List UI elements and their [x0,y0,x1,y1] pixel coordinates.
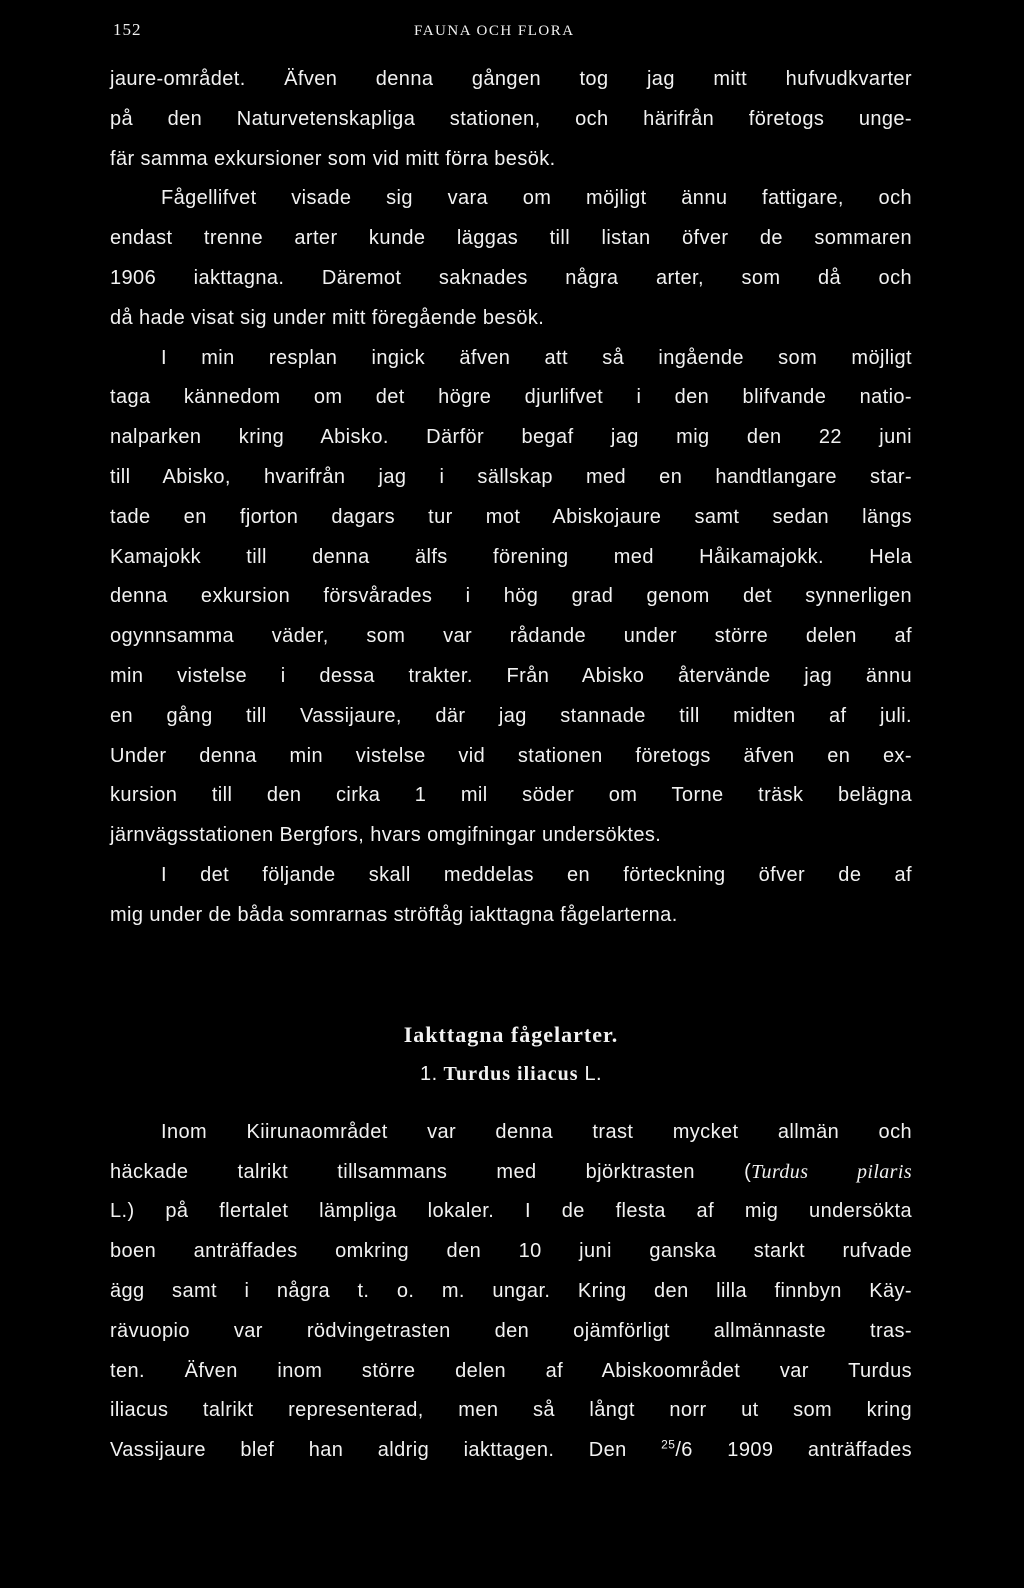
text-line [110,1431,912,1471]
date-fraction: /6 [675,1439,693,1462]
text-line: ägg samt i några t. o. m. ungar. Kring den lilla finnbyn Käy- [110,1279,912,1302]
text-line: ten. Äfven inom större delen af Abiskoområdet var Turdus [110,1359,912,1382]
text-line: iliacus talrikt representerad, men så långt norr ut som kring [110,1399,912,1422]
species-latin-name: Turdus iliacus [443,1062,579,1085]
text-line: fär samma exkursioner som vid mitt förra besök. [110,147,556,170]
spacer [110,936,912,976]
text-line: min vistelse i dessa trakter. Från Abisko återvände jag ännu [110,664,912,687]
text-line: I min resplan ingick äfven att så ingående som möjligt [161,346,912,369]
text-line: tade en fjorton dagars tur mot Abiskojaure samt sedan längs [110,505,912,528]
text-line: jaure-området. Äfven denna gången tog jag mitt hufvudkvarter [110,68,912,90]
text-line: Kamajokk till denna älfs förening med Håikamajokk. Hela [110,545,912,568]
text-line: taga kännedom om det högre djurlifvet i den blifvande natio- [110,386,912,409]
text-line: nalparken kring Abisko. Därför begaf jag mig den 22 juni [110,426,912,449]
text-line: ogynnsamma väder, som var rådande under större delen af [110,625,912,648]
running-title: FAUNA OCH FLORA [414,23,575,39]
species-number: 1. [420,1062,438,1085]
text-line: rävuopio var rödvingetrasten den ojämförligt allmännaste tras- [110,1319,912,1342]
page-number: 152 [113,20,142,39]
text-line: I det följande skall meddelas en förteckning öfver de af [161,863,912,886]
text-line: denna exkursion försvårades i hög grad genom det synnerligen [110,585,912,608]
text-line: Under denna min vistelse vid stationen företogs äfven en ex- [110,744,912,767]
text-line: järnvägsstationen Bergfors, hvars omgifningar undersöktes. [110,824,662,847]
text-line: Inom Kiirunaområdet var denna trast mycket allmän och [161,1120,912,1143]
text-line: kursion till den cirka 1 mil söder om Torne träsk belägna [110,784,912,807]
text-fragment: Vassijaure blef han aldrig iakttagen. Den [110,1439,662,1462]
text-line: en gång till Vassijaure, där jag stannade till midten af juli. [110,704,912,727]
species-heading [110,1055,912,1095]
text-line: på den Naturvetenskapliga stationen, och härifrån företogs unge- [110,107,912,130]
spacer [110,1095,912,1113]
text-line: då hade visat sig under mitt föregående besök. [110,306,545,329]
text-line: 1906 iakttagna. Däremot saknades några arter, som då och [110,266,912,289]
text-line: L.) på flertalet lämpliga lokaler. I de flesta af mig undersökta [110,1200,912,1223]
page-header [113,20,913,44]
latin-name-italic: Turdus pilaris [751,1160,913,1183]
text-line [110,1153,912,1193]
spacer [110,975,912,1015]
text-line: endast trenne arter kunde läggas till listan öfver de sommaren [110,227,912,250]
date-superscript: 25 [661,1437,676,1452]
text-fragment: häckade talrikt tillsammans med björktrasten ( [110,1160,752,1183]
text-line: Fågellifvet visade sig vara om möjligt ännu fattigare, och [161,187,912,210]
species-author: L. [584,1062,602,1085]
text-fragment: 1909 anträffades [692,1439,912,1462]
text-line: mig under de båda somrarnas ströftåg iakttagna fågelarterna. [110,903,678,926]
text-line: boen anträffades omkring den 10 juni ganska starkt rufvade [110,1240,912,1263]
text-line: till Abisko, hvarifrån jag i sällskap med en handtlangare star- [110,465,912,488]
section-heading: Iakttagna fågelarter. [403,1022,619,1048]
body-text [110,60,912,1471]
